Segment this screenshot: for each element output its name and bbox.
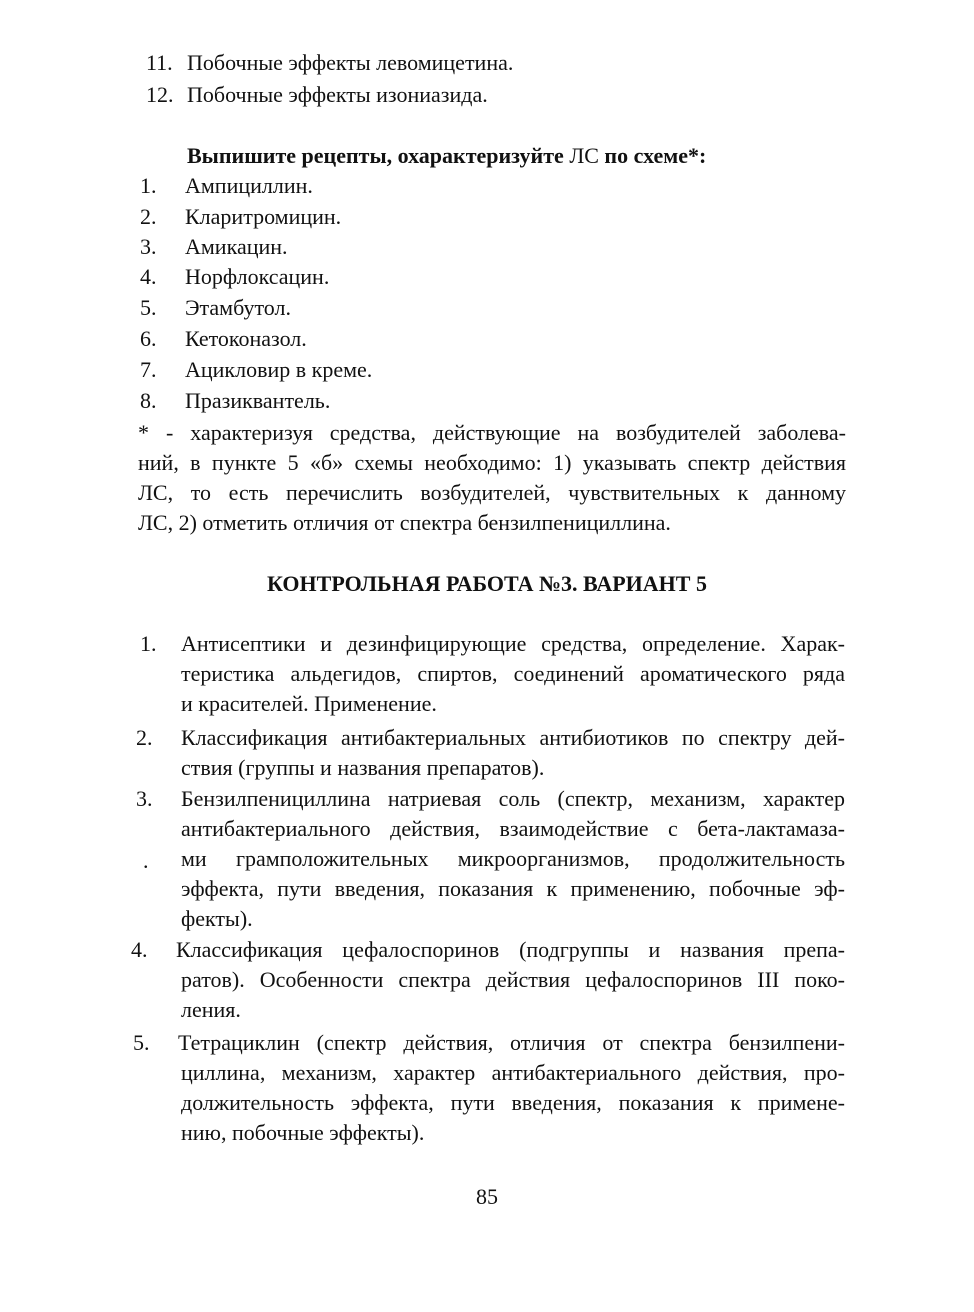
section-title: КОНТРОЛЬНАЯ РАБОТА №3. ВАРИАНТ 5 — [267, 571, 707, 596]
question-text — [176, 935, 845, 1025]
list-number: 2. — [140, 204, 157, 229]
question-number: 4. — [131, 937, 148, 962]
list-item-text: Празиквантель. — [185, 388, 331, 413]
heading-part: Выпишите рецепты, охарактеризуйте — [187, 143, 564, 168]
list-item-text: Побочные эффекты левомицетина. — [187, 50, 514, 75]
question-line: циллина, механизм, характер антибактериального действия, про- — [181, 1060, 845, 1085]
list-item-text: Кларитромицин. — [185, 204, 342, 229]
list-number: 11. — [146, 50, 173, 75]
footnote-line: ЛС, то есть перечислить возбудителей, чувствительных к данному — [138, 480, 846, 505]
list-number: 12. — [146, 82, 174, 107]
footnote-line: ЛС, 2) отметить отличия от спектра бензилпенициллина. — [138, 510, 671, 535]
question-number: 5. — [133, 1030, 150, 1055]
question-line: ратов). Особенности спектра действия цефалоспоринов III поко- — [181, 967, 845, 992]
question-line: ствия (группы и названия препаратов). — [181, 755, 545, 780]
question-line: нию, побочные эффекты). — [181, 1120, 425, 1145]
list-number: 3. — [140, 234, 157, 259]
footnote-paragraph — [138, 418, 846, 538]
list-number: 5. — [140, 295, 157, 320]
question-line: фекты). — [181, 906, 253, 931]
heading-part: ЛС — [569, 143, 599, 168]
question-line: Классификация антибактериальных антибиотиков по спектру дей- — [181, 725, 845, 750]
question-text — [181, 723, 845, 783]
question-line: должительность эффекта, пути введения, показания к примене- — [181, 1090, 845, 1115]
question-line: ми грамположительных микроорганизмов, продолжительность — [181, 846, 845, 871]
question-line: Тетрациклин (спектр действия, отличия от спектра бензилпени- — [178, 1030, 845, 1055]
list-number: 7. — [140, 357, 157, 382]
list-item-text: Амикацин. — [185, 234, 288, 259]
question-line: эффекта, пути введения, показания к применению, побочные эф- — [181, 876, 845, 901]
list-item-text: Кетоконазол. — [185, 326, 307, 351]
question-line: и красителей. Применение. — [181, 691, 437, 716]
list-item-text: Ацикловир в креме. — [185, 357, 373, 382]
question-line: ления. — [181, 997, 241, 1022]
page-number: 85 — [476, 1184, 498, 1209]
question-line: антибактериального действия, взаимодействие с бета-лактамаза- — [181, 816, 845, 841]
question-text — [181, 784, 845, 934]
question-number: 2. — [136, 725, 153, 750]
question-text — [178, 1028, 845, 1148]
question-line: Антисептики и дезинфицирующие средства, определение. Харак- — [181, 631, 845, 656]
stray-mark: . — [143, 848, 149, 873]
question-line: теристика альдегидов, спиртов, соединений ароматического ряда — [181, 661, 845, 686]
list-number: 6. — [140, 326, 157, 351]
footnote-line: * - характеризуя средства, действующие на возбудителей заболева- — [138, 420, 846, 445]
question-line: Классификация цефалоспоринов (подгруппы и названия препа- — [176, 937, 845, 962]
list-item-text: Норфлоксацин. — [185, 264, 330, 289]
prescription-heading — [187, 141, 706, 171]
list-item-text: Ампициллин. — [185, 173, 313, 198]
list-number: 1. — [140, 173, 157, 198]
list-number: 8. — [140, 388, 157, 413]
question-number: 3. — [136, 786, 153, 811]
list-item-text: Побочные эффекты изониазида. — [187, 82, 488, 107]
footnote-line: ний, в пункте 5 «б» схемы необходимо: 1) указывать спектр действия — [138, 450, 846, 475]
list-number: 4. — [140, 264, 157, 289]
heading-part: по схеме*: — [604, 143, 707, 168]
question-number: 1. — [140, 631, 157, 656]
question-line: Бензилпенициллина натриевая соль (спектр, механизм, характер — [181, 786, 845, 811]
question-text — [181, 629, 845, 719]
list-item-text: Этамбутол. — [185, 295, 291, 320]
